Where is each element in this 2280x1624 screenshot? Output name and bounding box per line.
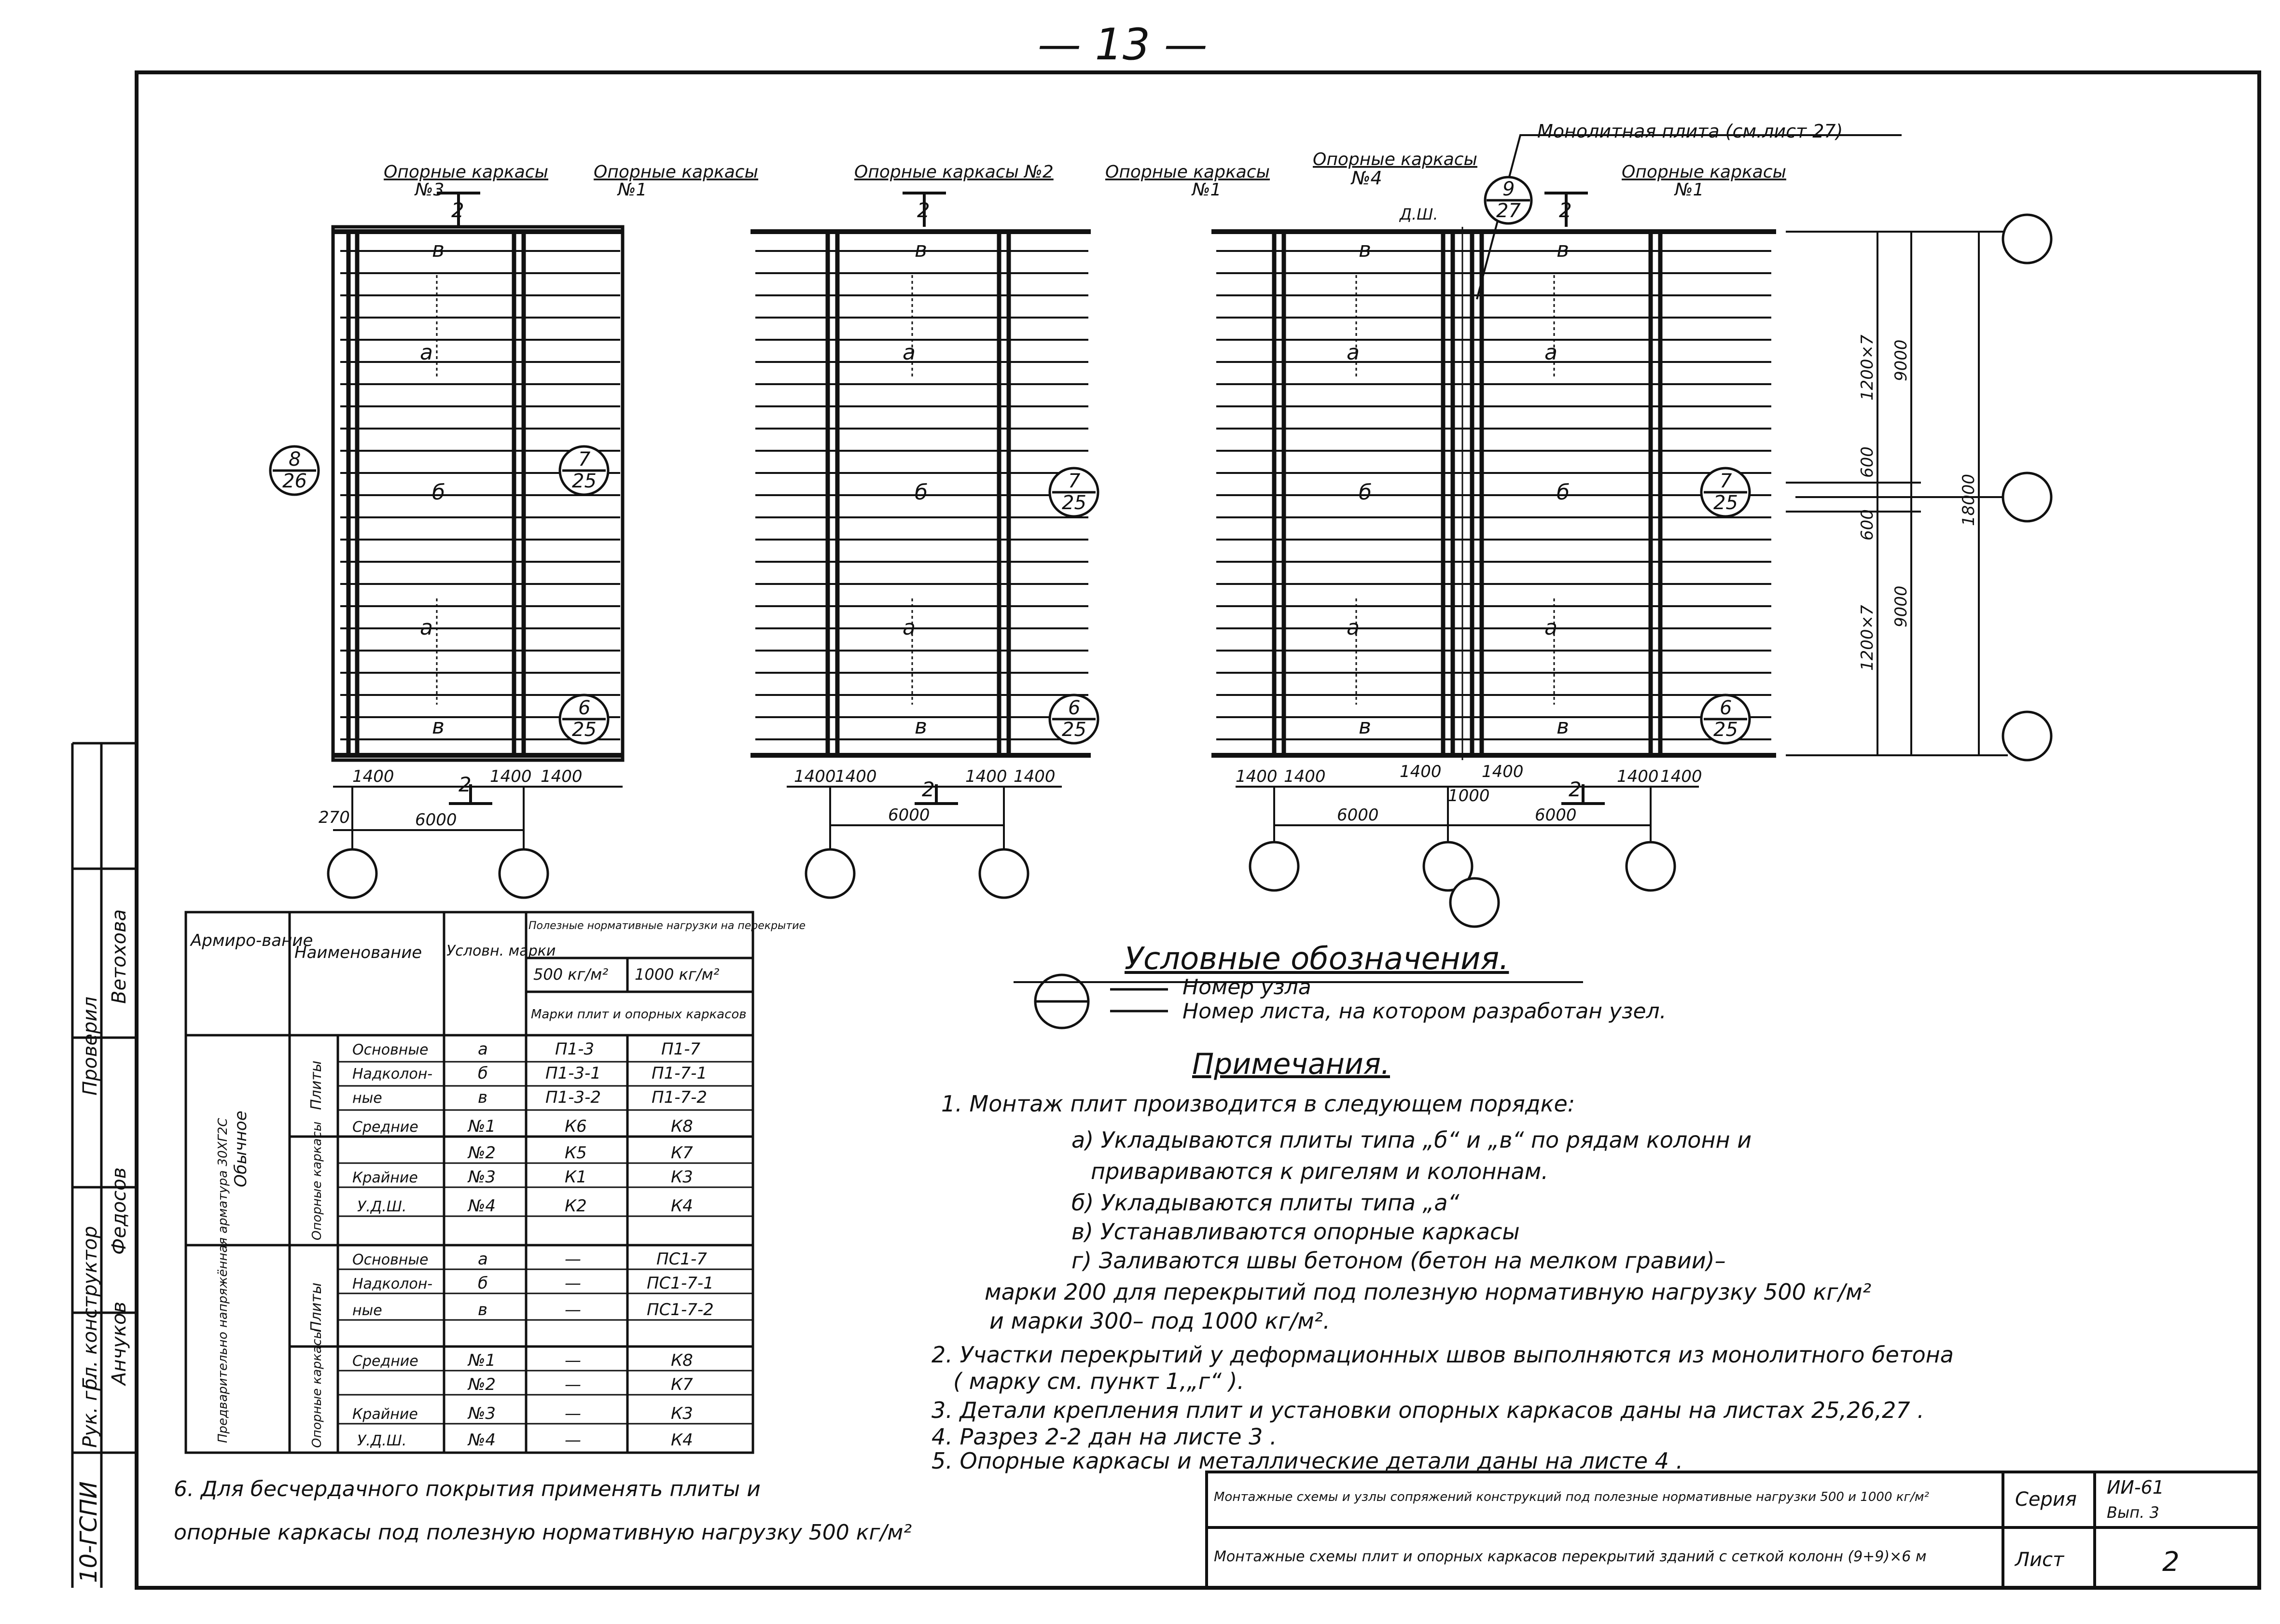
svg-text:в: в	[478, 1300, 488, 1319]
svg-text:№2: №2	[468, 1143, 496, 1163]
note-1b: б) Укладываются плиты типа „а“	[1071, 1190, 1460, 1216]
svg-text:—: —	[565, 1430, 581, 1450]
svg-text:К2: К2	[565, 1196, 587, 1216]
svg-text:К4: К4	[671, 1430, 693, 1450]
stamp-text	[75, 909, 130, 1583]
svg-text:600: 600	[1858, 446, 1877, 478]
svg-text:9: 9	[1502, 178, 1515, 200]
page-number: — 13 —	[1038, 19, 1208, 70]
svg-text:7: 7	[578, 448, 591, 471]
note-1: 1. Монтаж плит производится в следующем порядке:	[941, 1091, 1575, 1117]
svg-text:К3: К3	[671, 1167, 693, 1187]
svg-text:П1-7: П1-7	[661, 1040, 701, 1059]
svg-text:а: а	[1544, 340, 1557, 365]
svg-text:Полезные нормативные нагрузки: Полезные нормативные нагрузки на перекрытие	[528, 920, 806, 932]
svg-text:в: в	[1359, 714, 1371, 739]
label-karkas-1c-num: №1	[1675, 180, 1704, 200]
svg-text:а: а	[478, 1040, 488, 1059]
svg-text:ПС1-7-2: ПС1-7-2	[647, 1300, 714, 1319]
svg-text:К6: К6	[565, 1117, 587, 1136]
svg-text:Наименование: Наименование	[294, 943, 422, 962]
svg-text:№3: №3	[468, 1167, 496, 1187]
svg-text:9000: 9000	[1891, 585, 1911, 627]
label-karkas-1a: Опорные каркасы	[594, 162, 758, 182]
svg-text:№1: №1	[468, 1117, 496, 1136]
section-label-4: 2	[459, 773, 472, 796]
svg-text:Гл. конструктор: Гл. конструктор	[79, 1226, 101, 1390]
series-label: Серия	[2015, 1488, 2077, 1511]
label-karkas-3-num: №3	[415, 180, 445, 200]
svg-text:Надколон-: Надколон-	[352, 1276, 433, 1292]
svg-text:—: —	[565, 1274, 581, 1293]
label-karkas-1b: Опорные каркасы	[1105, 162, 1270, 182]
svg-text:№2: №2	[468, 1375, 496, 1394]
section-label-6: 2	[1569, 777, 1582, 801]
svg-text:6000: 6000	[1337, 805, 1379, 825]
svg-text:26: 26	[282, 470, 307, 492]
svg-text:600: 600	[1858, 509, 1877, 541]
label-karkas-1b-num: №1	[1192, 180, 1222, 200]
svg-text:б: б	[478, 1064, 488, 1083]
section-label-1: 2	[451, 198, 464, 222]
svg-text:6: 6	[1068, 697, 1081, 719]
label-karkas-1a-num: №1	[618, 180, 647, 200]
svg-text:6000: 6000	[888, 805, 930, 825]
svg-text:1400: 1400	[1284, 767, 1326, 786]
svg-text:25: 25	[1062, 492, 1086, 514]
axis-circles	[328, 215, 2051, 927]
svg-text:Средние: Средние	[352, 1119, 418, 1136]
svg-text:в: в	[1557, 714, 1569, 739]
horizontal-dimensions	[333, 787, 1699, 849]
svg-text:а: а	[420, 615, 433, 640]
svg-text:К1: К1	[565, 1167, 587, 1187]
svg-text:К5: К5	[565, 1143, 587, 1163]
svg-text:№3: №3	[468, 1404, 496, 1423]
svg-text:—: —	[565, 1249, 581, 1269]
svg-text:25: 25	[1713, 492, 1738, 514]
svg-text:7: 7	[1068, 470, 1081, 492]
svg-text:б: б	[915, 480, 928, 505]
signature-stamp	[72, 743, 137, 1588]
legend-sheet-number: Номер листа, на котором разработан узел.	[1182, 999, 1667, 1024]
svg-text:Предварительно напряжённая арм: Предварительно напряжённая арматура 30ХГ2С	[216, 1118, 230, 1443]
svg-text:Плиты: Плиты	[308, 1060, 325, 1110]
legend-title: Условные обозначения.	[1125, 941, 1509, 977]
svg-text:9000: 9000	[1891, 339, 1911, 381]
note-3: 3. Детали крепления плит и установки опорных каркасов даны на листах 25,26,27 .	[931, 1397, 1924, 1423]
svg-text:6: 6	[578, 697, 591, 719]
svg-text:1400: 1400	[1014, 767, 1056, 786]
svg-text:П1-7-1: П1-7-1	[652, 1064, 707, 1083]
svg-text:Плиты: Плиты	[308, 1282, 325, 1332]
svg-text:1400: 1400	[794, 767, 836, 786]
note-1a: а) Укладываются плиты типа „б“ и „в“ по рядам колонн и	[1071, 1127, 1752, 1153]
section-label-3: 2	[1559, 198, 1572, 222]
note-1a-2: привариваются к ригелям и колоннам.	[1091, 1158, 1548, 1184]
svg-text:а: а	[1544, 615, 1557, 640]
svg-text:500 кг/м²: 500 кг/м²	[533, 965, 609, 984]
svg-text:П1-3-2: П1-3-2	[545, 1088, 601, 1107]
dimension-texts	[319, 762, 1702, 830]
svg-text:Условн. марки: Условн. марки	[446, 943, 556, 959]
svg-text:1400: 1400	[1660, 767, 1702, 786]
svg-text:П1-7-2: П1-7-2	[652, 1088, 707, 1107]
svg-text:№4: №4	[468, 1196, 496, 1216]
svg-text:8: 8	[289, 448, 301, 471]
svg-text:6000: 6000	[1535, 805, 1577, 825]
svg-text:П1-3-1: П1-3-1	[545, 1064, 601, 1083]
label-karkas-2: Опорные каркасы №2	[854, 162, 1054, 182]
svg-text:—: —	[565, 1300, 581, 1319]
svg-text:б: б	[1359, 480, 1372, 505]
svg-text:1400: 1400	[1617, 767, 1659, 786]
svg-text:Опорные каркасы: Опорные каркасы	[310, 1329, 324, 1448]
svg-text:в: в	[915, 237, 927, 262]
svg-text:в: в	[432, 714, 445, 739]
svg-text:27: 27	[1496, 200, 1521, 222]
title-block	[1207, 1472, 2259, 1588]
svg-text:П1-3: П1-3	[555, 1040, 595, 1059]
svg-text:25: 25	[1062, 719, 1086, 741]
svg-text:6: 6	[1720, 697, 1732, 719]
svg-text:1000: 1000	[1448, 786, 1490, 805]
svg-text:6000: 6000	[415, 810, 457, 830]
label-karkas-4-num: №4	[1351, 167, 1382, 189]
svg-text:Рук. гр.: Рук. гр.	[79, 1372, 101, 1448]
note-1c: в) Устанавливаются опорные каркасы	[1071, 1219, 1520, 1245]
svg-text:У.Д.Ш.: У.Д.Ш.	[357, 1432, 407, 1449]
note-6-continued: опорные каркасы под полезную нормативную нагрузку 500 кг/м²	[174, 1520, 912, 1545]
svg-text:—: —	[565, 1375, 581, 1394]
svg-text:1400: 1400	[1236, 767, 1278, 786]
svg-text:Основные: Основные	[352, 1041, 429, 1058]
svg-text:25: 25	[572, 470, 597, 492]
svg-text:1400: 1400	[965, 767, 1007, 786]
svg-text:б: б	[478, 1274, 488, 1293]
svg-text:1400: 1400	[1482, 762, 1524, 781]
note-4: 4. Разрез 2-2 дан на листе 3 .	[931, 1424, 1277, 1450]
section-markers	[437, 193, 1605, 804]
note-5: 5. Опорные каркасы и металлические детали даны на листе 4 .	[931, 1448, 1683, 1474]
plan-section-3	[1211, 135, 1902, 760]
svg-text:25: 25	[572, 719, 597, 741]
svg-text:К4: К4	[671, 1196, 693, 1216]
svg-text:а: а	[1347, 615, 1360, 640]
svg-text:Анчуков: Анчуков	[108, 1301, 130, 1385]
svg-text:ПС1-7-1: ПС1-7-1	[647, 1274, 714, 1293]
svg-text:1400: 1400	[835, 767, 877, 786]
svg-text:270: 270	[319, 808, 350, 827]
svg-text:а: а	[478, 1249, 488, 1269]
svg-text:К8: К8	[671, 1351, 693, 1370]
svg-text:1000 кг/м²: 1000 кг/м²	[635, 965, 720, 984]
svg-text:ПС1-7: ПС1-7	[656, 1249, 707, 1269]
label-monolit: Монолитная плита (см.лист 27)	[1537, 121, 1843, 142]
svg-text:К8: К8	[671, 1117, 693, 1136]
label-dsh: Д.Ш.	[1400, 205, 1438, 223]
svg-text:1400: 1400	[1400, 762, 1442, 781]
svg-text:в: в	[1359, 237, 1371, 262]
svg-text:1400: 1400	[352, 767, 394, 786]
svg-text:К7: К7	[671, 1143, 693, 1163]
svg-text:К3: К3	[671, 1404, 693, 1423]
svg-text:Проверил: Проверил	[79, 996, 101, 1096]
svg-text:10-ГСПИ: 10-ГСПИ	[75, 1481, 102, 1583]
svg-text:б: б	[432, 480, 445, 505]
sheet-label: Лист	[2015, 1549, 2064, 1571]
section-label-5: 2	[922, 777, 935, 801]
svg-text:а: а	[420, 340, 433, 365]
notes-title: Примечания.	[1192, 1047, 1390, 1081]
svg-text:б: б	[1557, 480, 1570, 505]
label-karkas-4: Опорные каркасы	[1313, 150, 1477, 169]
svg-text:Армиро-вание: Армиро-вание	[191, 931, 313, 950]
svg-text:в: в	[1557, 237, 1569, 262]
svg-text:а: а	[903, 615, 916, 640]
note-2: 2. Участки перекрытий у деформационных швов выполняются из монолитного бетона	[931, 1342, 1954, 1368]
svg-text:а: а	[903, 340, 916, 365]
svg-text:У.Д.Ш.: У.Д.Ш.	[357, 1198, 407, 1215]
svg-text:25: 25	[1713, 719, 1738, 741]
svg-text:18000: 18000	[1959, 473, 1978, 526]
label-karkas-3: Опорные каркасы	[384, 162, 548, 182]
svg-text:ные: ные	[352, 1302, 382, 1319]
svg-text:в: в	[478, 1088, 488, 1107]
svg-text:Федосов: Федосов	[108, 1167, 130, 1255]
note-2b: ( марку см. пункт 1,„г“ ).	[953, 1368, 1245, 1394]
svg-text:№4: №4	[468, 1430, 496, 1450]
svg-text:7: 7	[1720, 470, 1732, 492]
svg-text:Средние: Средние	[352, 1353, 418, 1370]
svg-text:Крайние: Крайние	[352, 1169, 418, 1186]
svg-text:в: в	[915, 714, 927, 739]
sheet-value: 2	[2162, 1546, 2180, 1578]
note-6: 6. Для бесчердачного покрытия применять плиты и	[174, 1477, 761, 1501]
svg-text:Обычное: Обычное	[231, 1110, 250, 1187]
svg-text:ные: ные	[352, 1090, 382, 1107]
svg-text:1400: 1400	[490, 767, 532, 786]
svg-text:—: —	[565, 1351, 581, 1370]
series-title: Монтажные схемы и узлы сопряжений конструкций под полезные нормативные нагрузки 500 и 1000 кг/м²	[1214, 1490, 1929, 1504]
svg-text:Опорные каркасы: Опорные каркасы	[310, 1121, 324, 1240]
section-label-2: 2	[917, 198, 930, 222]
svg-text:1200×7: 1200×7	[1858, 334, 1877, 401]
svg-text:—: —	[565, 1404, 581, 1423]
note-1d: г) Заливаются швы бетоном (бетон на мелком гравии)–	[1071, 1248, 1726, 1274]
series-value: ИИ-61	[2107, 1477, 2164, 1498]
svg-text:Марки плит и опорных каркасов: Марки плит и опорных каркасов	[531, 1007, 747, 1022]
svg-text:в: в	[432, 237, 445, 262]
svg-text:1200×7: 1200×7	[1858, 605, 1877, 671]
svg-text:Крайние: Крайние	[352, 1406, 418, 1423]
issue: Вып. 3	[2107, 1503, 2159, 1522]
svg-text:№1: №1	[468, 1351, 496, 1370]
svg-text:а: а	[1347, 340, 1360, 365]
svg-text:Надколон-: Надколон-	[352, 1066, 433, 1083]
svg-text:1400: 1400	[541, 767, 583, 786]
svg-text:К7: К7	[671, 1375, 693, 1394]
vertical-dimension-texts	[1858, 334, 1978, 671]
svg-text:Основные: Основные	[352, 1251, 429, 1268]
sheet-title: Монтажные схемы плит и опорных каркасов перекрытий зданий с сеткой колонн (9+9)×6 м	[1214, 1548, 1927, 1565]
label-karkas-1c: Опорные каркасы	[1622, 162, 1786, 182]
legend-node-number: Номер узла	[1182, 975, 1311, 999]
note-1d-3: и марки 300– под 1000 кг/м².	[989, 1308, 1330, 1334]
note-1d-2: марки 200 для перекрытий под полезную нормативную нагрузку 500 кг/м²	[985, 1279, 1872, 1305]
svg-text:Ветохова: Ветохова	[108, 909, 130, 1004]
